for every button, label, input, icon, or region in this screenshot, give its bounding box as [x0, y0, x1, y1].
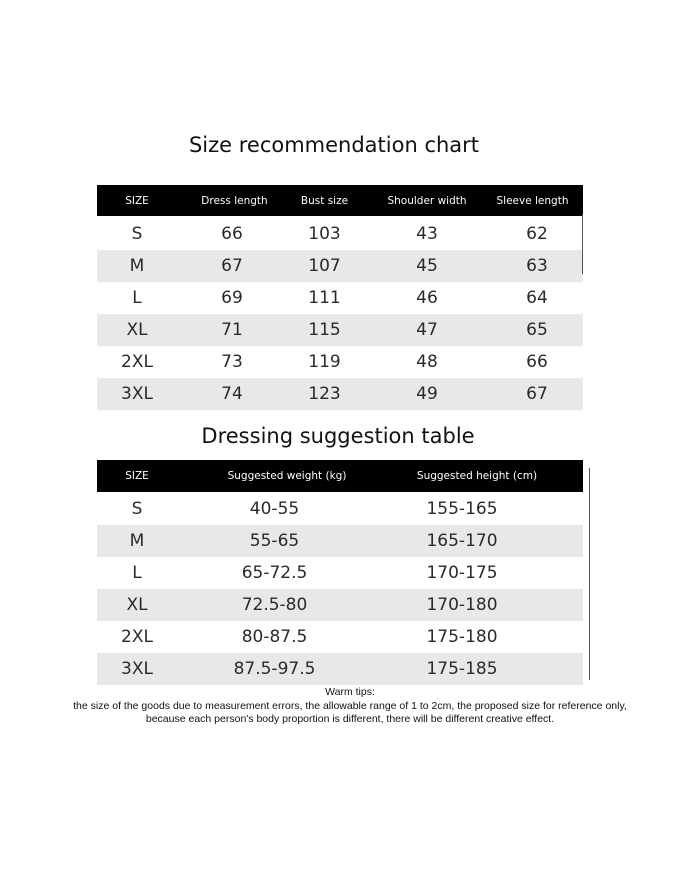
size-recommendation-table — [97, 185, 583, 410]
cell-suggested-weight: 80-87.5 — [241, 627, 308, 647]
cell-bust-size: 115 — [308, 320, 341, 340]
cell-sleeve-length: 67 — [526, 384, 548, 404]
table-row — [97, 589, 583, 621]
warm-tips-line-2: because each person's body proportion is different, there will be different creative effect. — [145, 713, 555, 725]
header-sleeve-length: Sleeve length — [496, 195, 569, 207]
header-bust-size: Bust size — [300, 195, 349, 207]
cell-shoulder-width: 49 — [416, 384, 438, 404]
cell-size: 3XL — [121, 659, 153, 679]
cell-suggested-weight: 72.5-80 — [241, 595, 308, 615]
cell-dress-length: 71 — [221, 320, 243, 340]
table-right-border — [589, 468, 590, 680]
cell-size: 3XL — [121, 384, 153, 404]
cell-suggested-weight: 65-72.5 — [241, 563, 308, 583]
size-chart-title: Size recommendation chart — [188, 133, 480, 157]
cell-suggested-height: 175-180 — [426, 627, 498, 647]
cell-bust-size: 119 — [308, 352, 341, 372]
table-row — [97, 346, 583, 378]
cell-size: 2XL — [121, 352, 153, 372]
table-row — [97, 621, 583, 653]
cell-suggested-height: 170-175 — [426, 563, 498, 583]
cell-suggested-height: 170-180 — [426, 595, 498, 615]
header-shoulder-width: Shoulder width — [387, 195, 467, 207]
header-suggested-height: Suggested height (cm) — [416, 470, 538, 482]
cell-suggested-weight: 87.5-97.5 — [233, 659, 316, 679]
dressing-suggestion-table — [97, 460, 583, 686]
header-size: SIZE — [125, 195, 149, 207]
header-size: SIZE — [125, 470, 149, 482]
table-row — [97, 282, 583, 314]
table-row — [97, 525, 583, 557]
cell-bust-size: 123 — [308, 384, 341, 404]
cell-suggested-height: 165-170 — [426, 531, 498, 551]
cell-size: 2XL — [121, 627, 153, 647]
cell-sleeve-length: 63 — [526, 256, 548, 276]
cell-shoulder-width: 43 — [416, 224, 438, 244]
header-suggested-weight: Suggested weight (kg) — [227, 470, 347, 482]
header-dress-length: Dress length — [201, 195, 268, 207]
table-header — [97, 185, 583, 216]
warm-tips-heading: Warm tips: — [325, 686, 375, 698]
table-header — [97, 460, 583, 492]
warm-tips-line-1: the size of the goods due to measurement errors, the allowable range of 1 to 2cm, the proposed size for reference only, — [73, 700, 627, 712]
cell-size: S — [131, 499, 143, 519]
cell-dress-length: 66 — [221, 224, 243, 244]
cell-size: XL — [126, 595, 148, 615]
cell-size: L — [132, 288, 142, 308]
cell-suggested-height: 175-185 — [426, 659, 498, 679]
cell-suggested-weight: 40-55 — [249, 499, 300, 519]
table-row — [97, 250, 583, 282]
cell-bust-size: 111 — [308, 288, 341, 308]
table-row — [97, 218, 583, 250]
cell-suggested-weight: 55-65 — [249, 531, 300, 551]
cell-shoulder-width: 48 — [416, 352, 438, 372]
table-row — [97, 557, 583, 589]
cell-dress-length: 69 — [221, 288, 243, 308]
cell-shoulder-width: 45 — [416, 256, 438, 276]
cell-size: M — [129, 256, 145, 276]
cell-size: XL — [126, 320, 148, 340]
cell-bust-size: 107 — [308, 256, 341, 276]
cell-dress-length: 67 — [221, 256, 243, 276]
cell-sleeve-length: 65 — [526, 320, 548, 340]
cell-size: M — [129, 531, 145, 551]
cell-shoulder-width: 47 — [416, 320, 438, 340]
table-row — [97, 378, 583, 410]
cell-dress-length: 74 — [221, 384, 243, 404]
table-row — [97, 653, 583, 685]
cell-size: S — [131, 224, 143, 244]
cell-sleeve-length: 66 — [526, 352, 548, 372]
cell-size: L — [132, 563, 142, 583]
cell-bust-size: 103 — [308, 224, 341, 244]
table-row — [97, 493, 583, 525]
cell-dress-length: 73 — [221, 352, 243, 372]
cell-sleeve-length: 64 — [526, 288, 548, 308]
table-right-border — [582, 214, 583, 274]
cell-shoulder-width: 46 — [416, 288, 438, 308]
cell-suggested-height: 155-165 — [426, 499, 498, 519]
dressing-table-title: Dressing suggestion table — [201, 424, 475, 448]
cell-sleeve-length: 62 — [526, 224, 548, 244]
table-row — [97, 314, 583, 346]
